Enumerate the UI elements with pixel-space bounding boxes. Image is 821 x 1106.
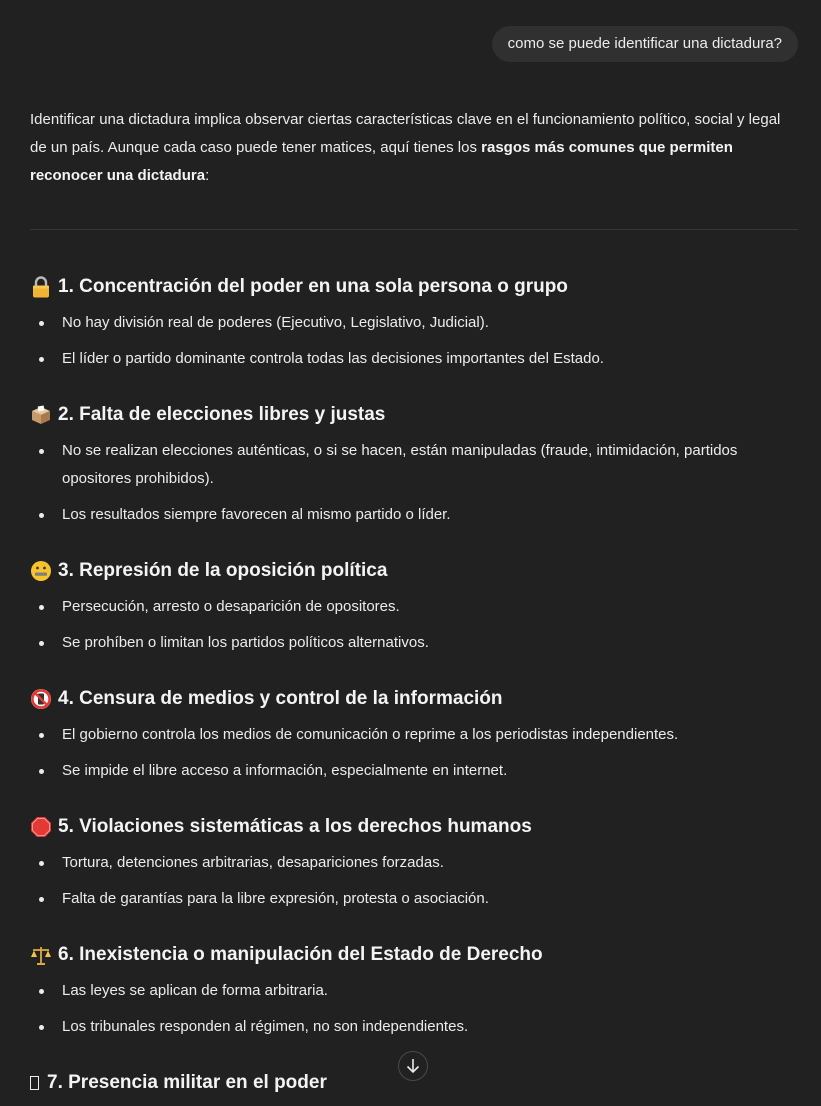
section-6 bbox=[30, 941, 800, 1049]
list-item: Los resultados siempre favorecen al mismo partido o líder. bbox=[30, 501, 800, 529]
section-2 bbox=[30, 401, 800, 537]
section-divider bbox=[30, 229, 798, 230]
section-list bbox=[30, 721, 800, 785]
list-item: Se impide el libre acceso a información, especialmente en internet. bbox=[30, 757, 800, 785]
intro-bold-text: rasgos más comunes que permiten reconocer una dictadura bbox=[30, 139, 733, 184]
section-3 bbox=[30, 557, 800, 665]
section-title: 4. Censura de medios y control de la información bbox=[58, 688, 503, 709]
no-mobile-phones-icon bbox=[30, 688, 52, 710]
list-item: Falta de garantías para la libre expresión, protesta o asociación. bbox=[30, 885, 800, 913]
balance-scale-icon bbox=[30, 944, 52, 966]
intro-text-end: : bbox=[205, 167, 210, 184]
section-list bbox=[30, 309, 800, 373]
ballot-box-icon bbox=[30, 404, 52, 426]
list-item: No hay división real de poderes (Ejecutivo, Legislativo, Judicial). bbox=[30, 309, 800, 337]
stop-sign-icon bbox=[30, 816, 52, 838]
section-list bbox=[30, 437, 800, 529]
list-item: Los tribunales responden al régimen, no son independientes. bbox=[30, 1013, 800, 1041]
section-list bbox=[30, 849, 800, 913]
list-item: El líder o partido dominante controla todas las decisiones importantes del Estado. bbox=[30, 345, 800, 373]
section-4 bbox=[30, 685, 800, 793]
section-title: 7. Presencia militar en el poder bbox=[47, 1072, 327, 1093]
section-title: 5. Violaciones sistemáticas a los derechos humanos bbox=[58, 816, 532, 837]
section-heading bbox=[30, 941, 800, 969]
assistant-intro-paragraph bbox=[30, 106, 800, 190]
section-title: 6. Inexistencia o manipulación del Estado de Derecho bbox=[58, 944, 543, 965]
list-item: Se prohíben o limitan los partidos políticos alternativos. bbox=[30, 629, 800, 657]
section-heading bbox=[30, 401, 800, 429]
list-item: Tortura, detenciones arbitrarias, desapariciones forzadas. bbox=[30, 849, 800, 877]
section-heading bbox=[30, 273, 800, 301]
intro-text: Identificar una dictadura implica observar ciertas características clave en el funcionamiento político, social y legal de un país. Aunque cada caso puede tener matices, aquí tienes los bbox=[30, 111, 781, 156]
section-1 bbox=[30, 273, 800, 381]
section-list bbox=[30, 593, 800, 657]
list-item: Persecución, arresto o desaparición de opositores. bbox=[30, 593, 800, 621]
section-list bbox=[30, 977, 800, 1041]
lock-icon bbox=[30, 276, 52, 298]
section-heading bbox=[30, 557, 800, 585]
section-5 bbox=[30, 813, 800, 921]
arrow-down-icon bbox=[406, 1058, 420, 1074]
section-heading bbox=[30, 813, 800, 841]
scroll-to-bottom-button[interactable] bbox=[398, 1051, 428, 1081]
list-item: Las leyes se aplican de forma arbitraria. bbox=[30, 977, 800, 1005]
list-item: El gobierno controla los medios de comunicación o reprime a los periodistas independientes. bbox=[30, 721, 800, 749]
zipper-mouth-face-icon bbox=[30, 560, 52, 582]
section-title: 2. Falta de elecciones libres y justas bbox=[58, 404, 386, 425]
missing-glyph-icon bbox=[30, 1076, 39, 1090]
section-title: 3. Represión de la oposición política bbox=[58, 560, 388, 581]
user-message-bubble: como se puede identificar una dictadura? bbox=[492, 26, 798, 62]
section-title: 1. Concentración del poder en una sola persona o grupo bbox=[58, 276, 568, 297]
list-item: No se realizan elecciones auténticas, o si se hacen, están manipuladas (fraude, intimidación, partidos opositores prohibidos). bbox=[30, 437, 800, 493]
section-heading bbox=[30, 685, 800, 713]
